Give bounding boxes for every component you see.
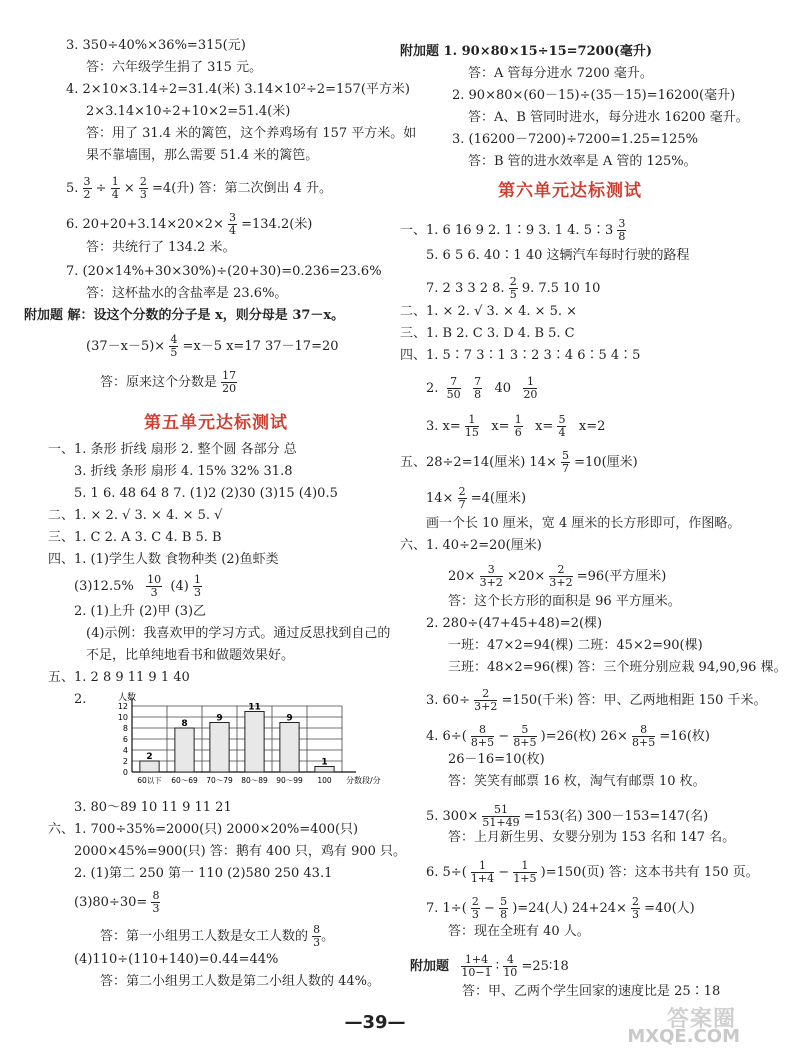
fraction: $\frac{3}{2}$ — [83, 175, 91, 201]
right-line-6: 答：B 管的进水效率是 A 管的 125%。 — [468, 154, 697, 169]
fraction: $\frac{5}{4}$ — [558, 413, 566, 439]
bar — [245, 712, 264, 773]
left-line-11: 答：这杯盐水的含盐率是 23.6%。 — [86, 286, 288, 301]
unit6-line-5: 三、1. B 2. C 3. D 4. B 5. C — [400, 326, 575, 341]
left-line-7: 5. $\frac{3}{2}$ ÷ $\frac{1}{4}$ × $\frac{2}{3}$ =4(升) 答：第二次倒出 4 升。 — [66, 175, 333, 201]
fraction: $\frac{5}{8+5}$ — [513, 723, 537, 749]
fraction: $\frac{8}{3}$ — [152, 889, 160, 915]
left-line-2: 答：六年级学生捐了 315 元。 — [86, 60, 263, 75]
bar-value-label: 11 — [248, 702, 261, 713]
unit6-title: 第六单元达标测试 — [498, 181, 642, 201]
unit6-line-21: 答：笑笑有邮票 16 枚，淘气有邮票 10 枚。 — [448, 774, 706, 789]
fraction: $\frac{7}{8}$ — [474, 375, 482, 401]
unit6-line-27: 附加题 $\frac{1+4}{10-1}$ ∶ $\frac{4}{10}$ =25∶18 — [410, 953, 569, 979]
unit6-line-19: 4. 6÷( $\frac{8}{8+5}$ − $\frac{5}{8+5}$ )=26(枚) 26× $\frac{8}{8+5}$ =16(枚) — [426, 723, 710, 749]
fraction: $\frac{51}{51+49}$ — [482, 803, 520, 829]
bar-value-label: 9 — [286, 713, 293, 724]
unit5-line-17: (3)80÷30= $\frac{8}{3}$ — [74, 889, 160, 915]
fraction: $\frac{2}{3}$ — [139, 175, 147, 201]
left-line-9: 答：共统行了 134.2 米。 — [86, 240, 236, 255]
y-tick-label: 4 — [122, 746, 128, 755]
fraction: $\frac{1}{1+5}$ — [513, 859, 537, 885]
fraction: $\frac{5}{7}$ — [562, 449, 569, 475]
unit6-line-11: 画一个长 10 厘米，宽 4 厘米的长方形即可，作图略。 — [426, 516, 741, 531]
y-tick-label: 2 — [122, 757, 128, 766]
fraction: $\frac{1}{6}$ — [514, 413, 522, 439]
bar — [210, 723, 229, 773]
fraction: $\frac{1}{4}$ — [111, 175, 119, 201]
bar — [140, 761, 159, 772]
bar-value-label: 2 — [146, 752, 153, 762]
unit6-line-24: 6. 5÷( $\frac{1}{1+4}$ − $\frac{1}{1+5}$ )=150(页) 答：这本书共有 150 页。 — [426, 859, 759, 885]
x-tick-label: 70～79 — [206, 776, 233, 785]
unit5-line-4: 二、1. × 2. √ 3. × 4. × 5. √ — [48, 508, 223, 523]
page-number: —39— — [344, 1012, 406, 1033]
unit5-line-11: 五、1. 2 8 9 11 9 1 40 — [48, 670, 190, 685]
unit5-line-7: (3)12.5% $\frac{10}{3}$ (4) $\frac{1}{3}$ — [74, 573, 201, 599]
score-bar-chart — [86, 692, 386, 796]
unit6-line-13: 20× $\frac{3}{3+2}$ ×20× $\frac{2}{3+2}$ =96(平方厘米) — [448, 563, 667, 589]
fraction: $\frac{1}{1+4}$ — [470, 859, 495, 885]
unit6-line-16: 一班：47×2=94(棵) 二班：45×2=90(棵) — [448, 638, 703, 653]
unit6-line-22: 5. 300× $\frac{51}{51+49}$ =153(名) 300－153=147(名) — [426, 803, 709, 829]
unit5-line-3: 5. 1 6. 48 64 8 7. (1)2 (2)30 (3)15 (4)0.5 — [74, 486, 338, 501]
unit6-line-17: 三班：48×2=96(棵) 答：三个班分别应栽 94,90,96 棵。 — [448, 660, 787, 675]
unit6-line-1: 一、1. 6 16 9 2. 1∶9 3. 1 4. 5∶3 $\frac{3}{8}$ — [400, 217, 626, 243]
bar-value-label: 8 — [181, 719, 188, 729]
unit6-line-23: 答：上月新生男、女婴分别为 153 名和 147 名。 — [448, 830, 736, 845]
unit5-line-20: 答：第二小组男工人数是第二小组人数的 44%。 — [100, 974, 381, 989]
left-line-10: 7. (20×14%+30×30%)÷(20+30)=0.236=23.6% — [66, 264, 382, 279]
y-tick-label: 8 — [122, 724, 128, 733]
unit6-line-25: 7. 1÷( $\frac{2}{3}$ − $\frac{5}{8}$ )=24(人) 24+24× $\frac{2}{3}$ =40(人) — [426, 895, 695, 921]
fraction: $\frac{3}{3+2}$ — [479, 563, 503, 589]
unit6-line-8: 3. x= $\frac{1}{15}$ x= $\frac{1}{6}$ x= $\frac{5}{4}$ x=2 — [426, 413, 606, 439]
unit5-line-18: 答：第一小组男工人数是女工人数的 $\frac{8}{3}$ 。 — [100, 923, 335, 949]
fraction: $\frac{1}{3}$ — [193, 573, 201, 599]
unit5-line-1: 一、1. 条形 折线 扇形 2. 整个圆 各部分 总 — [48, 442, 297, 457]
x-axis-title: 分数段/分 — [346, 776, 381, 785]
y-tick-label: 12 — [117, 702, 128, 711]
y-axis-title: 人数 — [118, 693, 137, 703]
fraction: $\frac{1}{20}$ — [523, 375, 538, 401]
fraction: $\frac{4}{5}$ — [170, 333, 178, 359]
bar — [175, 728, 194, 772]
fraction: $\frac{17}{20}$ — [222, 369, 237, 395]
unit5-line-14: 六、1. 700÷35%=2000(只) 2000×20%=400(只) — [48, 822, 359, 837]
x-tick-label: 80～89 — [241, 776, 268, 785]
unit6-line-3: 7. 2 3 3 2 8. $\frac{2}{5}$ 9. 7.5 10 10 — [426, 275, 601, 301]
unit5-line-2: 3. 折线 条形 扇形 4. 15% 32% 31.8 — [74, 464, 293, 479]
right-line-4: 答：A、B 管同时进水，每分进水 16200 毫升。 — [468, 110, 749, 125]
right-line-3: 2. 90×80×(60－15)÷(35－15)=16200(毫升) — [452, 88, 736, 103]
unit5-line-12: 2. — [74, 692, 87, 707]
fraction: $\frac{3}{4}$ — [228, 211, 236, 237]
y-tick-label: 10 — [117, 713, 128, 722]
right-line-5: 3. (16200－7200)÷7200=1.25=125% — [452, 132, 698, 147]
y-tick-label: 0 — [122, 768, 128, 777]
unit6-line-10: 14× $\frac{2}{7}$ =4(厘米) — [426, 485, 527, 511]
fraction: $\frac{2}{3+2}$ — [549, 563, 573, 589]
unit5-line-16: 2. (1)第二 250 第一 110 (2)580 250 43.1 — [74, 866, 333, 881]
unit6-line-26: 答：现在全班有 40 人。 — [448, 924, 590, 939]
unit6-line-12: 六、1. 40÷2=20(厘米) — [400, 538, 542, 553]
fraction: $\frac{3}{8}$ — [618, 217, 626, 243]
unit6-line-4: 二、1. × 2. √ 3. × 4. × 5. × — [400, 304, 578, 319]
fraction: $\frac{2}{3}$ — [471, 895, 479, 921]
left-line-3: 4. 2×10×3.14÷2=31.4(米) 3.14×10²÷2=157(平方米) — [66, 82, 410, 97]
fraction: $\frac{8}{8+5}$ — [632, 723, 656, 749]
bar-value-label: 9 — [216, 713, 223, 724]
unit6-line-14: 答：这个长方形的面积是 96 平方厘米。 — [448, 594, 681, 609]
unit5-line-8: 2. (1)上升 (2)甲 (3)乙 — [74, 604, 207, 619]
unit5-line-6: 四、1. (1)学生人数 食物种类 (2)鱼虾类 — [48, 552, 279, 567]
unit5-title: 第五单元达标测试 — [144, 413, 288, 433]
unit5-line-10: 不足，比单纯地看书和做题效果好。 — [86, 648, 295, 663]
unit6-line-28: 答：甲、乙两个学生回家的速度比是 25∶18 — [462, 984, 721, 999]
unit6-line-2: 5. 6 5 6. 40∶1 40 这辆汽车每时行驶的路程 — [426, 248, 690, 263]
unit6-line-18: 3. 60÷ $\frac{2}{3+2}$ =150(千米) 答：甲、乙两地相距 150 千米。 — [426, 687, 767, 713]
x-tick-label: 100 — [317, 776, 332, 785]
fraction: $\frac{1+4}{10-1}$ — [461, 953, 492, 979]
unit5-line-9: (4)示例：我喜欢甲的学习方式。通过反思找到自己的 — [86, 626, 391, 641]
left-line-1: 3. 350÷40%×36%=315(元) — [66, 38, 246, 53]
watermark: 答案圈 — [666, 1007, 736, 1032]
fraction: $\frac{10}{3}$ — [147, 573, 162, 599]
unit5-line-5: 三、1. C 2. A 3. C 4. B 5. B — [48, 530, 222, 545]
fraction: $\frac{2}{5}$ — [509, 275, 517, 301]
left-line-6: 果不靠墙围，那么需要 51.4 米的篱笆。 — [86, 148, 319, 163]
fraction: $\frac{4}{10}$ — [503, 953, 518, 979]
fraction: $\frac{2}{3+2}$ — [474, 687, 498, 713]
fraction: $\frac{2}{3}$ — [632, 895, 640, 921]
unit6-line-15: 2. 280÷(47+45+48)=2(棵) — [426, 616, 603, 631]
left-line-14: 答：原来这个分数是 $\frac{17}{20}$ — [100, 369, 237, 395]
fraction: $\frac{2}{7}$ — [458, 485, 466, 511]
left-line-4: 2×3.14×10÷2+10×2=51.4(米) — [86, 104, 291, 119]
left-line-5: 答：用了 31.4 米的篱笆，这个养鸡场有 157 平方米。如 — [86, 126, 417, 141]
watermark-url: MXQE.COM — [627, 1026, 740, 1047]
unit5-line-13: 3. 80～89 10 11 9 11 21 — [74, 800, 232, 815]
unit6-line-9: 五、28÷2=14(厘米) 14× $\frac{5}{7}$ =10(厘米) — [400, 449, 638, 475]
y-tick-label: 6 — [122, 735, 128, 744]
x-tick-label: 90～99 — [276, 776, 303, 785]
fraction: $\frac{8}{8+5}$ — [470, 723, 495, 749]
unit6-line-7: 2. $\frac{7}{50}$ $\frac{7}{8}$ 40 $\frac{1}{20}$ — [426, 375, 538, 401]
left-line-12: 附加题 解：设这个分数的分子是 x，则分母是 37－x。 — [24, 308, 345, 323]
unit6-line-6: 四、1. 5∶7 3∶1 3∶2 3∶4 6∶5 4∶5 — [400, 348, 641, 363]
bar-value-label: 1 — [321, 757, 328, 768]
unit6-line-20: 26－16=10(枚) — [448, 752, 545, 767]
fraction: $\frac{8}{3}$ — [313, 923, 321, 949]
fraction: $\frac{7}{50}$ — [446, 375, 461, 401]
unit5-line-15: 2000×45%=900(只) 答：鹅有 400 只，鸡有 900 只。 — [74, 844, 407, 859]
left-line-8: 6. 20+20+3.14×20×2× $\frac{3}{4}$ =134.2(米) — [66, 211, 313, 237]
left-line-13: (37－x－5)× $\frac{4}{5}$ =x－5 x=17 37－17=20 — [86, 333, 339, 359]
bar — [280, 723, 299, 773]
x-tick-label: 60～69 — [171, 776, 198, 785]
unit5-line-19: (4)110÷(110+140)=0.44=44% — [74, 952, 279, 967]
right-line-2: 答：A 管每分进水 7200 毫升。 — [468, 66, 653, 81]
x-tick-label: 60以下 — [137, 776, 162, 785]
fraction: $\frac{1}{15}$ — [464, 413, 479, 439]
fraction: $\frac{5}{8}$ — [500, 895, 508, 921]
right-line-1: 附加题 1. 90×80×15÷15=7200(毫升) — [400, 44, 653, 59]
